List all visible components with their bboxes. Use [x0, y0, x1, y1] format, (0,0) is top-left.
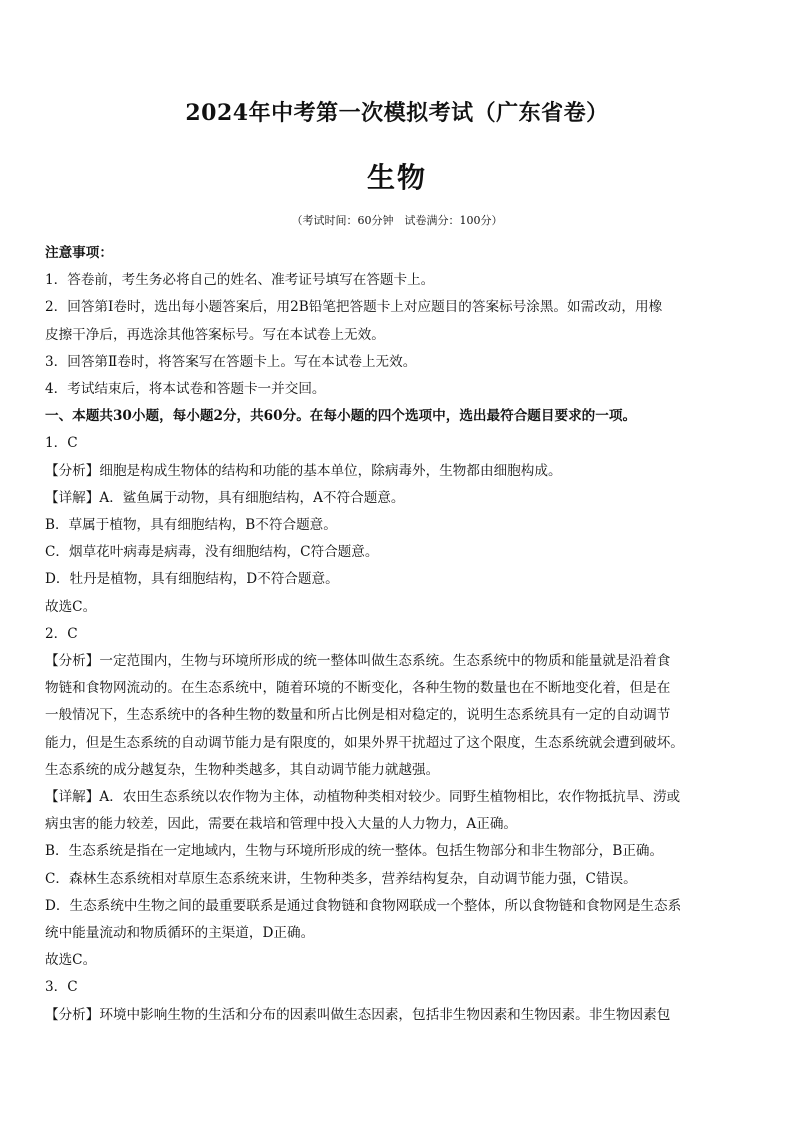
analysis-line: 生态系统的成分越复杂，生物种类越多，其自动调节能力就越强。	[45, 761, 440, 778]
subject-title: 生物	[366, 161, 427, 194]
notice-item: 皮擦干净后，再选涂其他答案标号。写在本试卷上无效。	[45, 326, 385, 343]
analysis-line: 【分析】环境中影响生物的生活和分布的因素叫做生态因素，包括非生物因素和生物因素。非生物因素包	[45, 1006, 671, 1023]
answer-number: 1．C	[45, 435, 78, 452]
notice-heading: 注意事项：	[45, 245, 113, 261]
detail-line: B．生态系统是指在一定地域内，生物与环境所形成的统一整体。包括生物部分和非生物部分，B正确。	[45, 843, 664, 860]
answer-number: 3．C	[45, 979, 78, 996]
detail-line: 病虫害的能力较差，因此，需要在栽培和管理中投入大量的人力物力，A正确。	[45, 816, 518, 833]
answer-number: 2．C	[45, 625, 78, 642]
analysis-line: 能力，但是生态系统的自动调节能力是有限度的，如果外界干扰超过了这个限度，生态系统就会遭到破坏。	[45, 734, 684, 751]
analysis-line: 【分析】细胞是构成生物体的结构和功能的基本单位，除病毒外，生物都由细胞构成。	[45, 462, 562, 479]
exam-title: 2024年中考第一次模拟考试（广东省卷）	[185, 100, 609, 126]
analysis-line: 物链和食物网流动的。在生态系统中，随着环境的不断变化，各种生物的数量也在不断地变化着，但是在	[45, 680, 671, 697]
notice-item: 3．回答第Ⅱ卷时，将答案写在答题卡上。写在本试卷上无效。	[45, 353, 417, 370]
detail-line: D．生态系统中生物之间的最重要联系是通过食物链和食物网联成一个整体，所以食物链和食物网是生态系	[45, 897, 682, 914]
notice-item: 2．回答第Ⅰ卷时，选出每小题答案后，用2B铅笔把答题卡上对应题目的答案标号涂黑。如需改动，用橡	[45, 299, 663, 316]
exam-info: （考试时间：60分钟 试卷满分：100分）	[291, 214, 503, 227]
analysis-line: 【分析】一定范围内，生物与环境所形成的统一整体叫做生态系统。生态系统中的物质和能量就是沿着食	[45, 653, 671, 670]
notice-item: 4．考试结束后，将本试卷和答题卡一并交回。	[45, 381, 326, 398]
notice-item: 1．答卷前，考生务必将自己的姓名、准考证号填写在答题卡上。	[45, 272, 435, 289]
document-body	[45, 240, 725, 1029]
detail-line: D．牡丹是植物，具有细胞结构，D不符合题意。	[45, 571, 339, 588]
section-heading: 一、本题共30小题，每小题2分，共60分。在每小题的四个选项中，选出最符合题目要求的一项。	[45, 408, 637, 425]
detail-line: 【详解】A．农田生态系统以农作物为主体，动植物种类相对较少。同野生植物相比，农作物抵抗旱、涝或	[45, 789, 681, 806]
analysis-line: 一般情况下，生态系统中的各种生物的数量和所占比例是相对稳定的，说明生态系统具有一定的自动调节	[45, 707, 671, 724]
detail-line: C．烟草花叶病毒是病毒，没有细胞结构，C符合题意。	[45, 544, 379, 561]
detail-line: 统中能量流动和物质循环的主渠道，D正确。	[45, 925, 315, 942]
detail-line: B．草属于植物，具有细胞结构，B不符合题意。	[45, 517, 337, 534]
detail-line: 【详解】A．鲨鱼属于动物，具有细胞结构，A不符合题意。	[45, 489, 405, 506]
conclusion-line: 故选C。	[45, 598, 97, 615]
detail-line: C．森林生态系统相对草原生态系统来讲，生物种类多，营养结构复杂，自动调节能力强，C错误。	[45, 870, 637, 887]
conclusion-line: 故选C。	[45, 952, 97, 969]
